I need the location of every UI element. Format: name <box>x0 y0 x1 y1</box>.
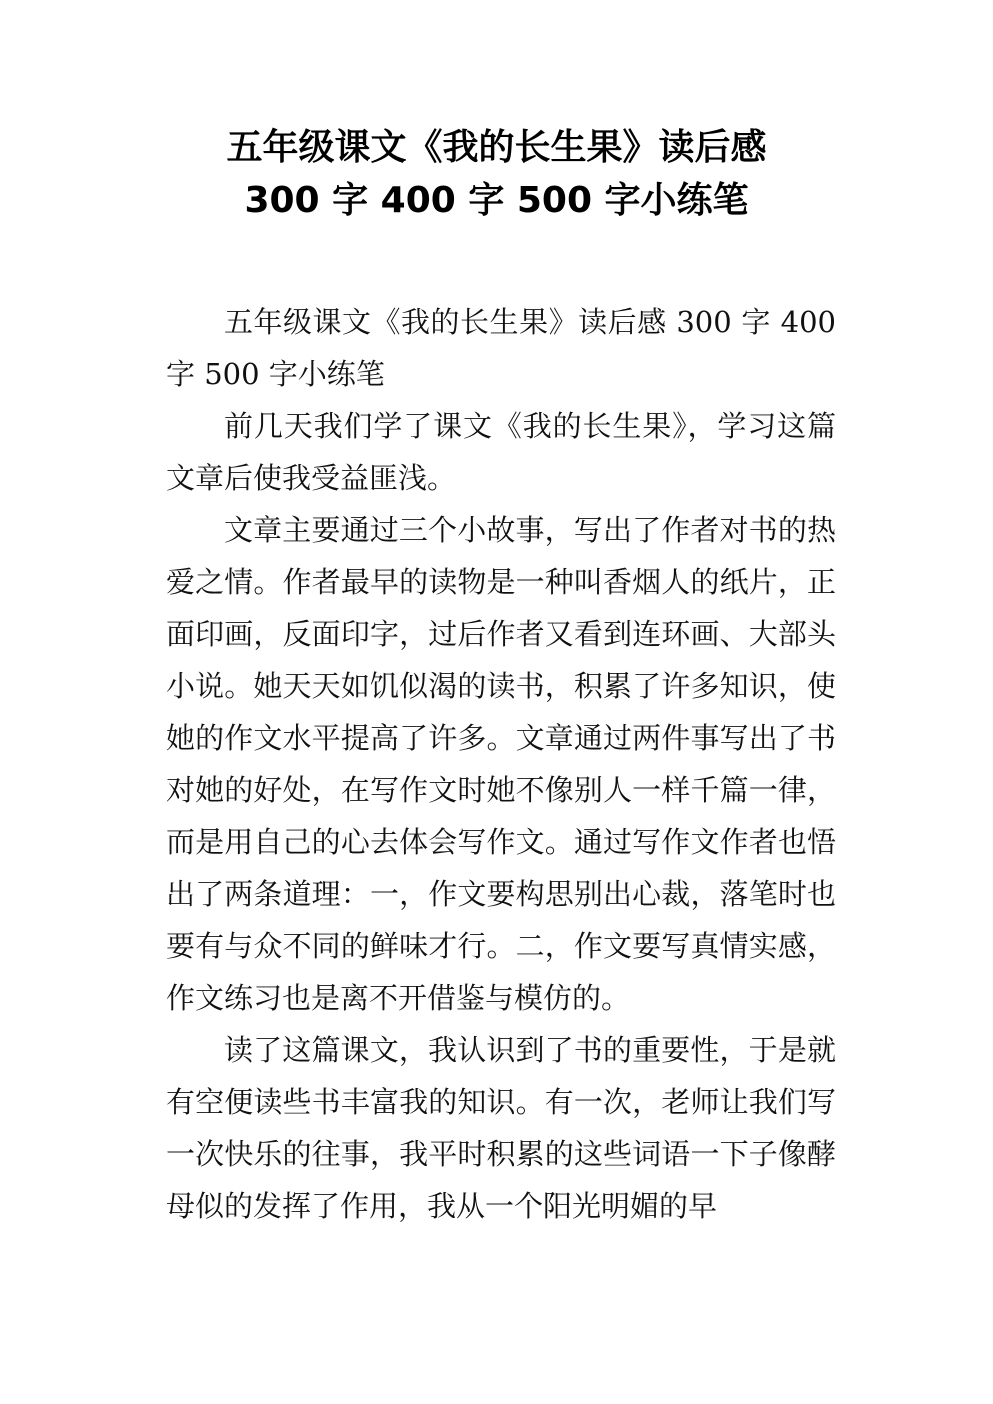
paragraph-2: 前几天我们学了课文《我的长生果》，学习这篇文章后使我受益匪浅。 <box>166 409 836 495</box>
paragraph-3: 文章主要通过三个小故事，写出了作者对书的热爱之情。作者最早的读物是一种叫香烟人的纸片，正面印画，反面印字，过后作者又看到连环画、大部头小说。她天天如饥似渴的读书，积累了许多知识，使她的作文水平提高了许多。文章通过两件事写出了书对她的好处，在写作文时她不像别人一样千篇一律，而是用自己的心去体会写作文。通过写作文作者也悟出了两条道理：一，作文要构思别出心裁，落笔时也要有与众不同的鲜味才行。二，作文要写真情实感，作文练习也是离不开借鉴与模仿的。 <box>166 513 836 1015</box>
paragraph-1: 五年级课文《我的长生果》读后感 300 字 400 字 500 字小练笔 <box>166 305 836 391</box>
document-title-line-1: 五年级课文《我的长生果》读后感 <box>226 127 767 168</box>
document-title-line-2: 300 字 400 字 500 字小练笔 <box>244 180 749 221</box>
document-body <box>166 296 836 1232</box>
paragraph-4: 读了这篇课文，我认识到了书的重要性，于是就有空便读些书丰富我的知识。有一次，老师让我们写一次快乐的往事，我平时积累的这些词语一下子像酵母似的发挥了作用，我从一个阳光明媚的早 <box>166 1033 836 1223</box>
